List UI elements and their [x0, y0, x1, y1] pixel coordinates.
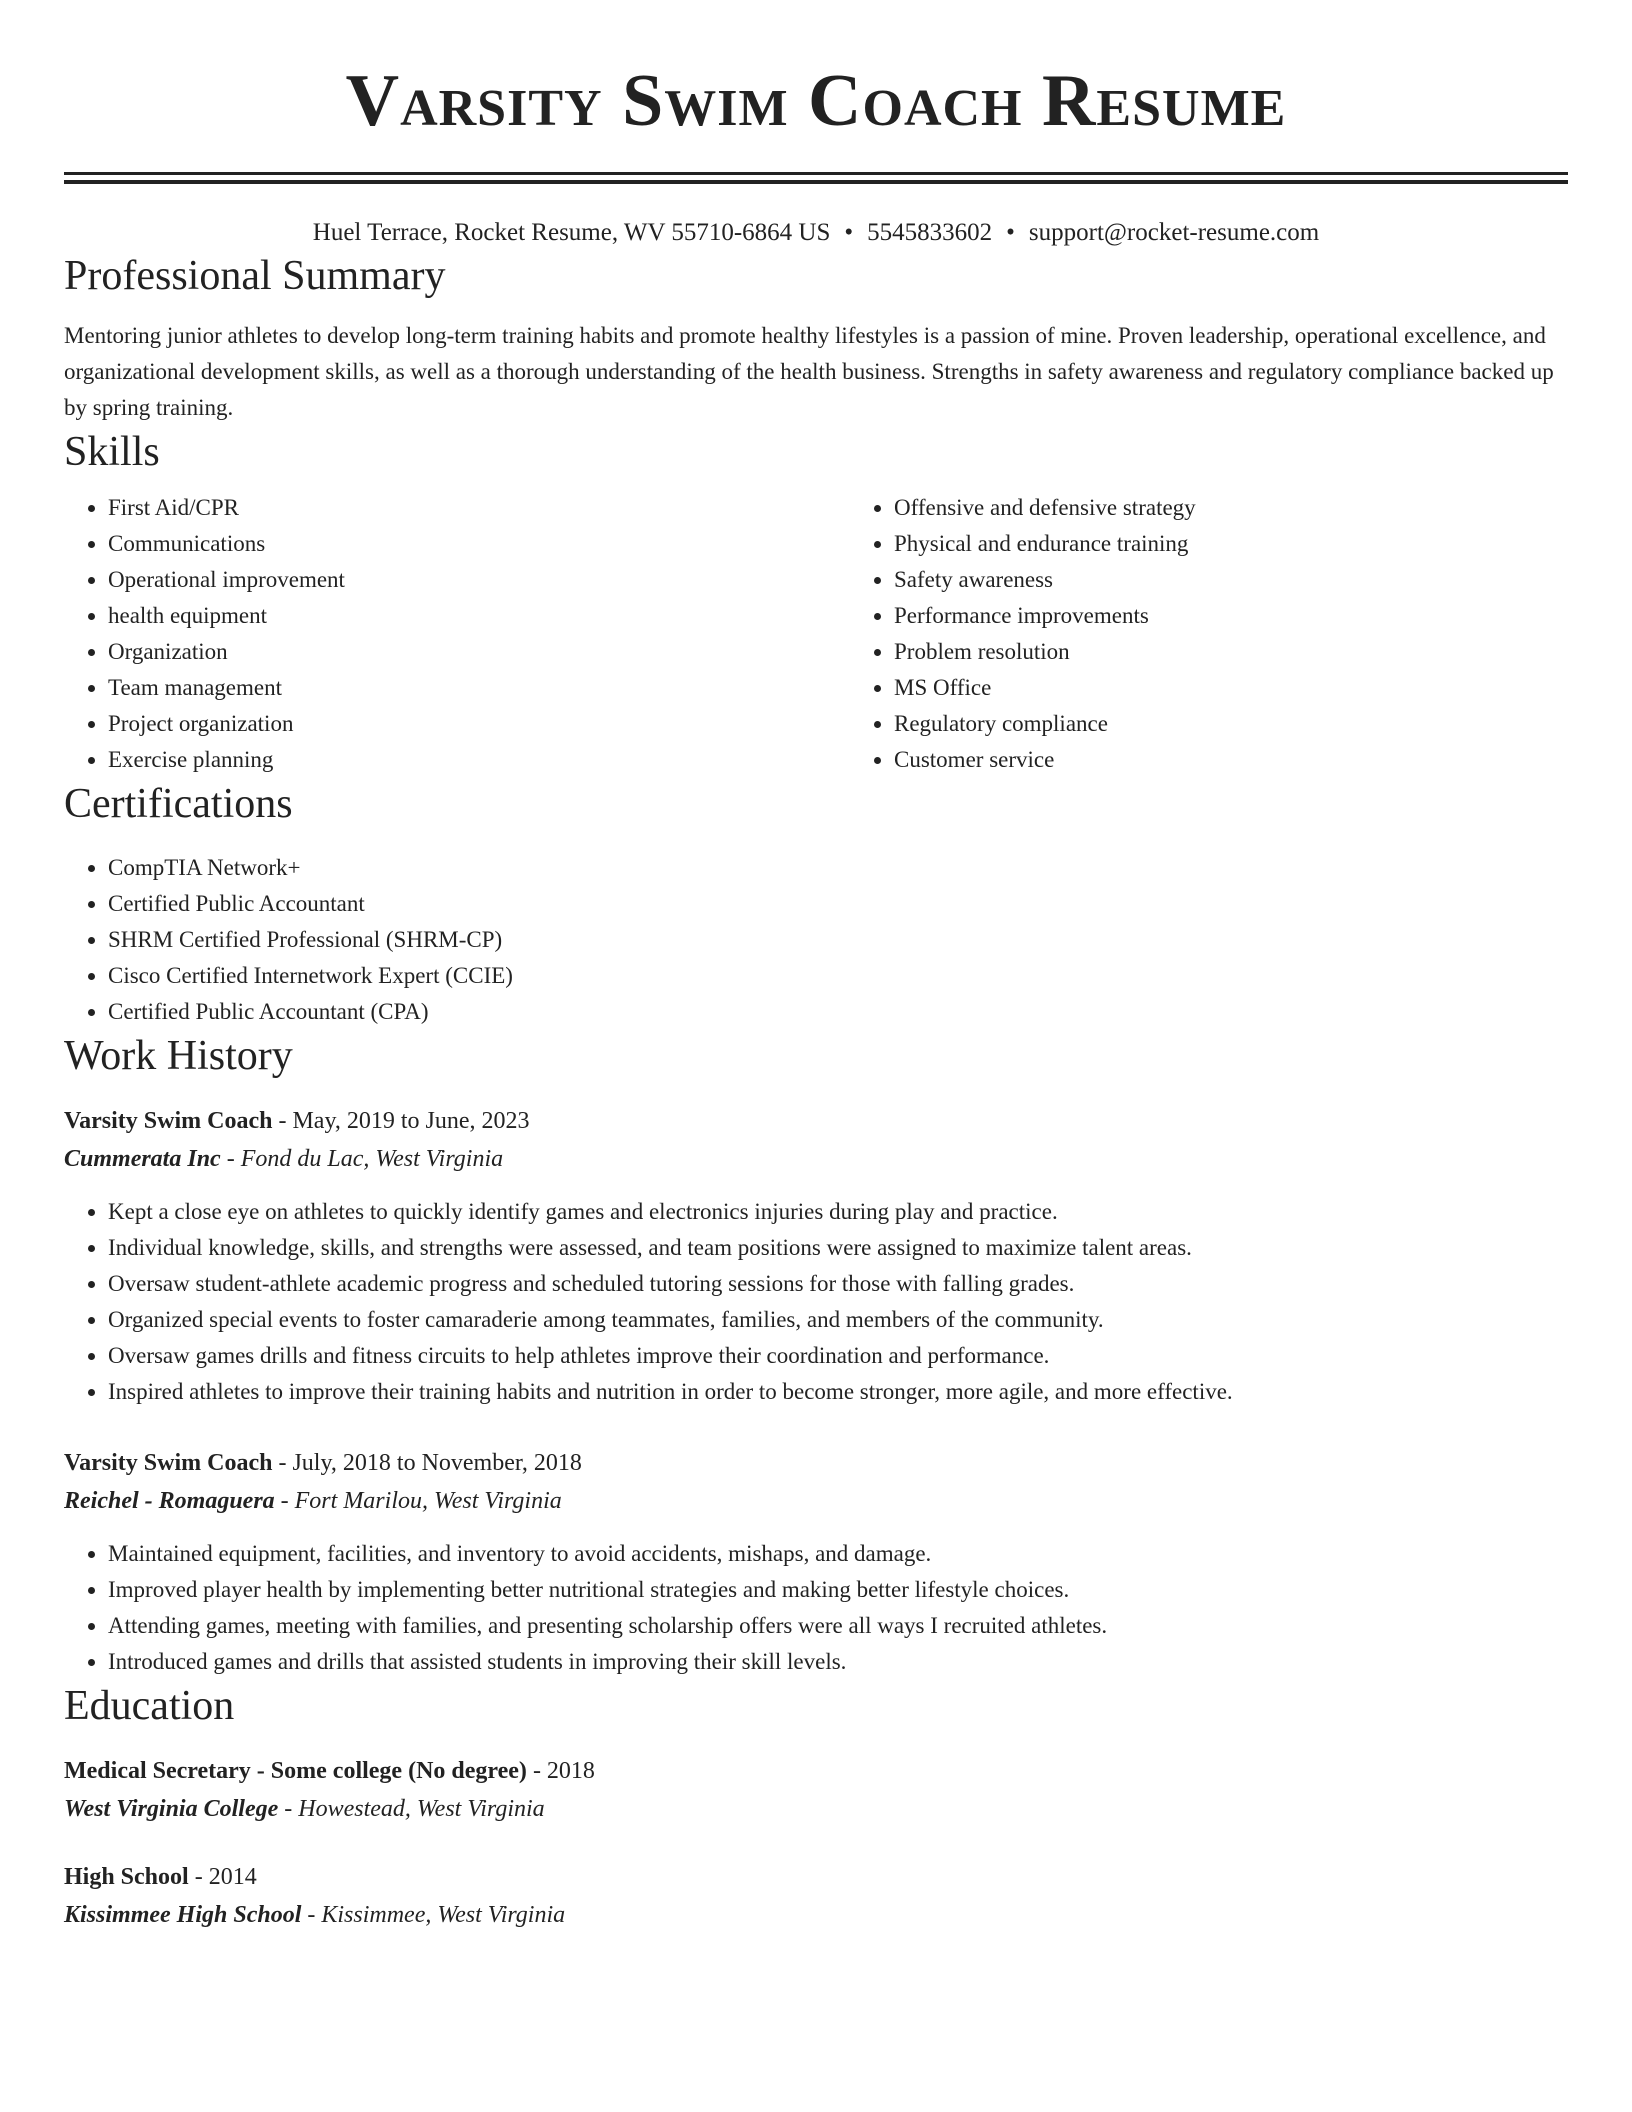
summary-heading: Professional Summary [64, 253, 446, 299]
certification-item: • SHRM Certified Professional (SHRM-CP) [108, 922, 1568, 958]
job-role: Varsity Swim Coach [64, 1450, 273, 1476]
job-duty: • Kept a close eye on athletes to quickly identify games and electronics injuries during play and practice. [108, 1194, 1568, 1230]
job-location: - Fort Marilou, West Virginia [274, 1488, 562, 1514]
education-institution [64, 1790, 1568, 1828]
job-company: Reichel - Romaguera [64, 1488, 275, 1514]
contact-separator: • [844, 219, 854, 246]
contact-separator: • [1006, 219, 1015, 246]
skills-list-left [64, 490, 850, 778]
job-duties-list [64, 1194, 1568, 1410]
contact-email: support@rocket-resume.com [1028, 219, 1320, 246]
certification-item: • Cisco Certified Internetwork Expert (CCIE) [108, 958, 1568, 994]
certification-item: • Certified Public Accountant (CPA) [108, 994, 1568, 1030]
job-duty: • Inspired athletes to improve their training habits and nutrition in order to become stronger, more agile, and more effective. [108, 1374, 1568, 1410]
education-location: - Kissimmee, West Virginia [301, 1902, 566, 1928]
skill-item: • Customer service [894, 742, 1632, 778]
education-heading: Education [64, 1683, 235, 1729]
contact-address: Huel Terrace, Rocket Resume, WV 55710-6864 US [312, 219, 831, 246]
job-company: Cummerata Inc [64, 1146, 221, 1172]
job-duty: • Improved player health by implementing better nutritional strategies and making better lifestyle choices. [108, 1572, 1568, 1608]
skills-columns [64, 490, 1568, 778]
contact-phone: 5545833602 [867, 219, 993, 246]
education-institution [64, 1896, 1568, 1934]
job-duty: • Maintained equipment, facilities, and inventory to avoid accidents, mishaps, and damage. [108, 1536, 1568, 1572]
job-employer [64, 1482, 1568, 1520]
education-location: - Howestead, West Virginia [278, 1796, 545, 1822]
skill-item: • health equipment [108, 598, 850, 634]
job-duty: • Organized special events to foster camaraderie among teammates, families, and members of the community. [108, 1302, 1568, 1338]
skill-item: • Exercise planning [108, 742, 850, 778]
skill-item: • Safety awareness [894, 562, 1632, 598]
skill-item: • Physical and endurance training [894, 526, 1632, 562]
certification-item: • CompTIA Network+ [108, 850, 1568, 886]
education-header [64, 1752, 1568, 1790]
skill-item: • Team management [108, 670, 850, 706]
job-duty: • Introduced games and drills that assisted students in improving their skill levels. [108, 1644, 1568, 1680]
education-degree: Medical Secretary - Some college (No degree) [64, 1758, 527, 1784]
education-entry [64, 1752, 1568, 1828]
education-year: - 2014 [188, 1864, 257, 1890]
job-location: - Fond du Lac, West Virginia [220, 1146, 504, 1172]
summary-text: Mentoring junior athletes to develop long-term training habits and promote healthy lifestyles is a passion of mine. Proven leadership, operational excellence, and organizational development skills, as well as a thorough understanding of the health business. Strengths in safety awareness and regulatory compliance backed up by spring training. [64, 323, 1554, 420]
education-header [64, 1858, 1568, 1896]
education-school: Kissimmee High School [64, 1902, 302, 1928]
certifications-list [64, 850, 1568, 1030]
job-role: Varsity Swim Coach [64, 1108, 273, 1134]
job-header [64, 1102, 1568, 1140]
skill-item: • Operational improvement [108, 562, 850, 598]
job-employer [64, 1140, 1568, 1178]
skill-item: • Regulatory compliance [894, 706, 1632, 742]
education-school: West Virginia College [64, 1796, 279, 1822]
skill-item: • Communications [108, 526, 850, 562]
contact-line [64, 216, 1568, 250]
skills-list-right [850, 490, 1632, 778]
job-dates: - July, 2018 to November, 2018 [272, 1450, 582, 1476]
education-entry [64, 1858, 1568, 1934]
education-year: - 2018 [526, 1758, 595, 1784]
skill-item: • Offensive and defensive strategy [894, 490, 1632, 526]
skill-item: • First Aid/CPR [108, 490, 850, 526]
education-degree: High School [64, 1864, 189, 1890]
job-duty: • Individual knowledge, skills, and strengths were assessed, and team positions were assigned to maximize talent areas. [108, 1230, 1568, 1266]
job-duties-list [64, 1536, 1568, 1680]
skill-item: • Project organization [108, 706, 850, 742]
resume-title: Varsity Swim Coach Resume [345, 60, 1287, 142]
certification-item: • Certified Public Accountant [108, 886, 1568, 922]
work-history-heading: Work History [64, 1033, 293, 1079]
job-header [64, 1444, 1568, 1482]
job-duty: • Oversaw student-athlete academic progress and scheduled tutoring sessions for those with falling grades. [108, 1266, 1568, 1302]
job-duty: • Attending games, meeting with families, and presenting scholarship offers were all ways I recruited athletes. [108, 1608, 1568, 1644]
skill-item: • Problem resolution [894, 634, 1632, 670]
job-entry [64, 1102, 1568, 1410]
job-duty: • Oversaw games drills and fitness circuits to help athletes improve their coordination and performance. [108, 1338, 1568, 1374]
job-dates: - May, 2019 to June, 2023 [272, 1108, 530, 1134]
certifications-heading: Certifications [64, 781, 293, 827]
title-divider [64, 172, 1568, 184]
skill-item: • MS Office [894, 670, 1632, 706]
job-entry [64, 1444, 1568, 1680]
skills-heading: Skills [64, 429, 160, 475]
skill-item: • Performance improvements [894, 598, 1632, 634]
skill-item: • Organization [108, 634, 850, 670]
